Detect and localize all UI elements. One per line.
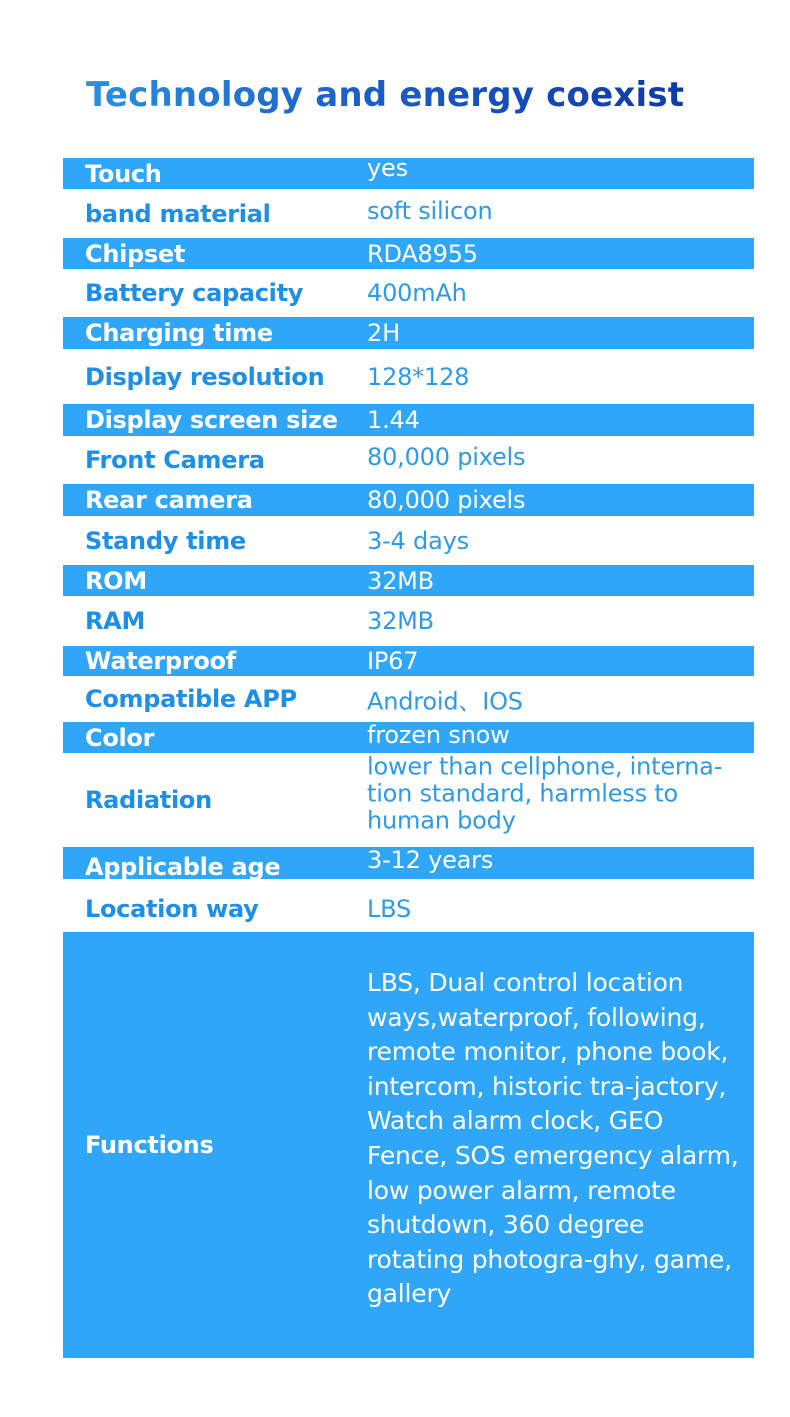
spec-row-location-way [63,879,754,932]
page-title: Technology and energy coexist [86,70,684,120]
spec-label: Touch [85,159,162,188]
spec-row-standby-time [63,516,754,565]
spec-row-front-camera [63,436,754,484]
spec-value: Android、IOS [367,687,523,716]
spec-label: Standy time [85,526,246,555]
spec-value: 80,000 pixels [367,443,526,471]
spec-value: 32MB [367,566,434,595]
spec-label: Waterproof [85,647,236,675]
spec-row-display-resolution [63,349,754,404]
spec-value: lower than cellphone, interna-tion standard, harmless to human body [367,752,723,835]
spec-row-rear-camera [63,484,754,516]
spec-label: band material [85,199,271,228]
spec-label: Color [85,723,155,752]
spec-label: Display resolution [85,362,325,391]
spec-row-ram [63,596,754,646]
spec-row-waterproof [63,646,754,676]
spec-label: Rear camera [85,486,253,514]
spec-label: Functions [85,1131,214,1159]
spec-value: soft silicon [367,196,493,225]
spec-row-functions [63,932,754,1358]
spec-label: Location way [85,894,259,923]
spec-label: Chipset [85,239,186,268]
spec-value: 128*128 [367,362,470,391]
spec-value: frozen snow [367,720,510,749]
spec-row-display-screen-size [63,404,754,436]
spec-label: Radiation [85,786,212,814]
spec-row-color [63,722,754,753]
spec-label: Applicable age [85,853,281,881]
spec-value: 400mAh [367,279,467,307]
spec-value: LBS [367,894,412,923]
spec-row-touch [63,153,754,189]
spec-row-band-material [63,189,754,238]
spec-label: Battery capacity [85,279,304,307]
spec-value: 3-12 years [367,846,494,874]
spec-label: Display screen size [85,406,338,434]
spec-value: yes [367,153,408,182]
spec-row-chipset [63,238,754,269]
spec-value: LBS, Dual control location ways,waterproof, following, remote monitor, phone book, intercom, historic tra-jactory, Watch alarm clock, GEO Fence, SOS emergency alarm, low power alarm, remote shutdown, 360 degree rotating photogra-ghy, game, gallery [367,968,739,1309]
spec-value: 32MB [367,607,434,635]
spec-value: 2H [367,319,400,347]
spec-label: ROM [85,566,147,595]
spec-row-compatible-app [63,676,754,722]
spec-row-charging-time [63,317,754,349]
spec-label: Front Camera [85,446,265,474]
spec-label: RAM [85,607,146,635]
spec-row-rom [63,565,754,596]
spec-label: Charging time [85,319,273,347]
spec-row-battery-capacity [63,269,754,317]
spec-row-applicable-age [63,847,754,879]
spec-value: 3-4 days [367,526,469,555]
spec-label: Compatible APP [85,685,297,713]
spec-value: RDA8955 [367,239,478,268]
spec-row-radiation [63,753,754,847]
spec-value: IP67 [367,647,419,675]
spec-value: 80,000 pixels [367,486,526,514]
spec-value: 1.44 [367,406,420,434]
